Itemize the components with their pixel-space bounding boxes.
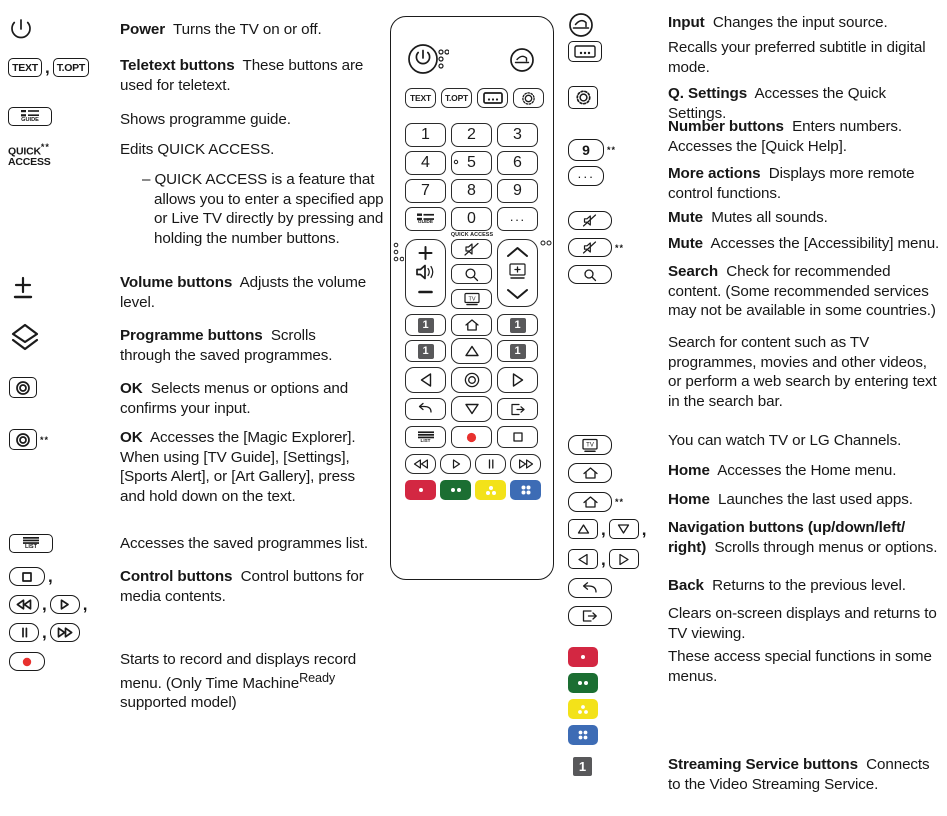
remote-fastforward-button[interactable]: [510, 454, 541, 474]
icon-separator-comma: ,: [601, 520, 606, 539]
red-dot-icon: [581, 655, 585, 659]
legend-text-search: Search Check for recommended content. (Some recommended services may not be available in some countries.): [668, 263, 936, 320]
remote-number-7-label: 7: [421, 182, 430, 199]
legend-text-number-buttons: Number buttons Enters numbers.: [668, 118, 903, 135]
remote-pause-button[interactable]: [475, 454, 506, 474]
legend-icon-group-mute-accessibility: [568, 238, 624, 257]
remote-quick-access-label: QUICK ACCESS: [450, 232, 494, 238]
remote-yellow-button[interactable]: [475, 480, 506, 500]
icon-separator-comma: ,: [42, 595, 47, 614]
ok-key: [9, 377, 37, 398]
legend-icon-group-subtitle: [568, 41, 602, 62]
legend-text-teletext: Teletext buttons These buttons are used for teletext.: [120, 57, 364, 94]
remote-streaming-4-label: 1: [510, 344, 526, 359]
remote-number-2[interactable]: [451, 123, 492, 147]
remote-red-button[interactable]: [405, 480, 436, 500]
remote-exit-button[interactable]: [497, 398, 538, 420]
legend-icon-group-guide: [8, 107, 52, 126]
remote-right-dots-icon: [539, 239, 553, 247]
remote-input-button[interactable]: [509, 47, 535, 73]
legend-icon-group-record: [9, 652, 45, 671]
legend-icon-group-ok: [9, 377, 37, 398]
remote-guide-label: GUIDE: [417, 219, 434, 225]
legend-icon-group-mute: [568, 211, 612, 230]
play-key: [50, 595, 80, 614]
home-key-last-apps: [568, 492, 612, 512]
legend-icon-group-more-actions: [568, 166, 604, 186]
t-opt-key: [53, 58, 89, 77]
right-key: [609, 549, 639, 569]
svg-text:TV: TV: [467, 296, 476, 303]
footnote-stars: **: [40, 142, 50, 152]
legend-icon-group-list: [9, 534, 53, 553]
legend-text-list: Accesses the saved programmes list.: [120, 535, 369, 552]
number-9-key: [568, 139, 604, 161]
fastforward-key: [50, 623, 80, 642]
list-key-label: LIST: [24, 544, 38, 551]
legend-text-q-settings: Q. Settings Accesses the Quick Settings.: [668, 85, 887, 122]
down-key: [609, 519, 639, 539]
footnote-stars: **: [40, 434, 50, 445]
remote-number-5-label: 5: [467, 154, 476, 171]
legend-icon-group-streaming: [573, 757, 592, 776]
home-key: [568, 463, 612, 483]
remote-streaming-2-label: 1: [510, 318, 526, 333]
green-key: [568, 673, 598, 693]
icon-separator-comma: ,: [641, 520, 647, 539]
remote-mute-button[interactable]: [451, 239, 492, 259]
footnote-stars: **: [615, 497, 625, 507]
power-icon: [8, 16, 34, 44]
quick-access-line1: QUICK: [8, 145, 41, 158]
remote-channel-list-icon: [506, 262, 529, 282]
remote-rewind-button[interactable]: [405, 454, 436, 474]
programme-icon: [10, 323, 40, 353]
volume-icon: [10, 275, 38, 305]
remote-back-button[interactable]: [405, 398, 446, 420]
legend-icon-group-navigation-horizontal: [568, 549, 639, 569]
remote-record-button[interactable]: [451, 426, 492, 448]
green-dot-icon: [451, 488, 455, 492]
quick-access-line2: ACCESS: [8, 156, 51, 169]
legend-text-home: Home Accesses the Home menu.: [668, 462, 897, 479]
remote-blue-button[interactable]: [510, 480, 541, 500]
remote-volume-up-icon[interactable]: [415, 244, 436, 262]
remote-number-1-label: 1: [421, 126, 430, 143]
remote-text-button[interactable]: [405, 88, 436, 108]
search-key: [568, 265, 612, 284]
remote-number-4-label: 4: [421, 154, 430, 171]
legend-text-colour: These access special functions in some menus.: [668, 648, 932, 685]
remote-ok-button[interactable]: [451, 367, 492, 393]
icon-separator-comma: ,: [601, 550, 606, 569]
remote-power-button[interactable]: [407, 41, 449, 77]
remote-guide-button[interactable]: [405, 207, 446, 231]
legend-text-quick-access-note: – QUICK ACCESS is a feature that allows you to enter a specified app or Live TV directly by pressing and holding the number buttons.: [142, 171, 384, 247]
legend-text-power: Power Turns the TV on or off.: [120, 21, 322, 38]
guide-key: [8, 107, 52, 126]
legend-text-search-note: Search for content such as TV programmes, movies and other videos, or perform a web search by entering text in the search bar.: [668, 334, 937, 410]
legend-text-home-last-apps: Home Launches the last used apps.: [668, 491, 913, 508]
legend-text-streaming: Streaming Service buttons Connects to the Video Streaming Service.: [668, 756, 930, 793]
remote-number-4[interactable]: [405, 151, 446, 175]
remote-channel-up-icon[interactable]: [505, 245, 530, 261]
red-key: [568, 647, 598, 667]
green-dot-icon: [578, 681, 582, 685]
legend-icon-group-power: [8, 16, 34, 44]
green-dot-icon: [584, 681, 588, 685]
guide-key-label: GUIDE: [21, 117, 39, 124]
remote-home-button[interactable]: [451, 314, 492, 336]
left-key: [568, 549, 598, 569]
remote-more-actions-label: ···: [509, 211, 526, 227]
remote-number-9[interactable]: [497, 179, 538, 203]
legend-text-ok-magic: OK Accesses the [Magic Explorer]. When using [TV Guide], [Settings], [Sports Alert], or [Art Gallery], press and hold down on the text.: [120, 429, 356, 505]
remote-number-9-label: 9: [513, 182, 522, 199]
legend-text-input: Input Changes the input source.: [668, 14, 888, 31]
remote-number-8[interactable]: [451, 179, 492, 203]
legend-icon-group-green: [568, 673, 598, 693]
legend-icon-group-quick-access: [8, 143, 51, 168]
legend-icon-group-blue: [568, 725, 598, 745]
remote-channel-down-icon[interactable]: [505, 285, 530, 301]
text-key-label: TEXT: [12, 61, 38, 74]
streaming-number-key: [573, 757, 592, 776]
legend-text-programme: Programme buttons Scrolls through the saved programmes.: [120, 327, 333, 364]
stop-key: [9, 567, 45, 586]
remote-braille-dot-icon: [453, 159, 459, 165]
remote-topt-label: T.OPT: [444, 93, 469, 103]
record-key: [9, 652, 45, 671]
red-dot-icon: [419, 488, 423, 492]
legend-text-record: Starts to record and displays record menu. (Only Time Machine$^{Ready}$ supported model): [120, 651, 357, 712]
blue-key: [568, 725, 598, 745]
green-dot-icon: [457, 488, 461, 492]
yellow-key: [568, 699, 598, 719]
remote-settings-button[interactable]: [513, 88, 544, 108]
ok-key-magic: [9, 429, 37, 450]
legend-text-mute: Mute Mutes all sounds.: [668, 209, 828, 226]
remote-more-actions-button[interactable]: [497, 207, 538, 231]
tv-key-label: TV: [586, 442, 594, 449]
legend-text-mute-accessibility: Mute Accesses the [Accessibility] menu.: [668, 235, 940, 252]
legend-text-navigation: Navigation buttons (up/down/left/ right) Scrolls through menus or options.: [668, 519, 938, 556]
back-key: [568, 578, 612, 598]
remote-streaming-button-2[interactable]: [497, 314, 538, 336]
remote-nav-right-button[interactable]: [497, 367, 538, 393]
subtitle-key: [568, 41, 602, 62]
input-icon: [568, 12, 594, 38]
remote-list-label: LIST: [420, 437, 431, 443]
footnote-stars: **: [615, 242, 625, 253]
legend-icon-group-home-last-apps: [568, 492, 624, 512]
legend-icon-group-programme: [10, 323, 40, 353]
remote-play-button[interactable]: [440, 454, 471, 474]
icon-separator-comma: ,: [48, 567, 53, 586]
legend-icon-group-yellow: [568, 699, 598, 719]
legend-icon-group-exit: [568, 606, 612, 626]
remote-left-dots-icon: [392, 241, 404, 265]
mute-key: [568, 211, 612, 230]
remote-streaming-button-3[interactable]: [405, 340, 446, 362]
legend-icon-group-search: [568, 265, 612, 284]
remote-streaming-button-4[interactable]: [497, 340, 538, 362]
remote-tv-button[interactable]: [451, 289, 492, 309]
legend-icon-group-red: [568, 647, 598, 667]
legend-icon-group-q-settings: [568, 86, 598, 109]
legend-text-exit: Clears on-screen displays and returns to TV viewing.: [668, 605, 937, 642]
remote-text-label: TEXT: [410, 93, 431, 103]
legend-text-guide: Shows programme guide.: [120, 111, 291, 128]
legend-text-tv: You can watch TV or LG Channels.: [668, 432, 902, 449]
remote-streaming-button-1[interactable]: [405, 314, 446, 336]
quick-access-label: [8, 143, 51, 168]
remote-nav-left-button[interactable]: [405, 367, 446, 393]
remote-subtitle-button[interactable]: [477, 88, 508, 108]
remote-search-button[interactable]: [451, 264, 492, 284]
remote-number-6[interactable]: [497, 151, 538, 175]
remote-streaming-1-label: 1: [418, 318, 434, 333]
streaming-number-label: 1: [578, 759, 587, 774]
legend-text-more-actions: More actions Displays more remote control functions.: [668, 165, 915, 202]
legend-icon-group-home: [568, 463, 612, 483]
remote-number-6-label: 6: [513, 154, 522, 171]
remote-nav-up-button[interactable]: [451, 338, 492, 364]
icon-separator-comma: ,: [42, 623, 47, 642]
up-key: [568, 519, 598, 539]
remote-control-body: [390, 16, 554, 580]
remote-number-3[interactable]: [497, 123, 538, 147]
remote-number-3-label: 3: [513, 126, 522, 143]
legend-icon-group-teletext: [8, 58, 89, 77]
more-actions-label: ···: [577, 168, 595, 184]
list-key: [9, 534, 53, 553]
legend-icon-group-input: [568, 12, 594, 38]
remote-number-8-label: 8: [467, 182, 476, 199]
legend-icon-group-control-rew-play: [9, 595, 87, 614]
mute-key-accessibility: [568, 238, 612, 257]
remote-volume-speaker-icon: [414, 262, 436, 282]
remote-green-button[interactable]: [440, 480, 471, 500]
exit-key: [568, 606, 612, 626]
legend-text-volume: Volume buttons Adjusts the volume level.: [120, 274, 367, 311]
remote-stop-button[interactable]: [497, 426, 538, 448]
remote-number-7[interactable]: [405, 179, 446, 203]
legend-icon-group-back: [568, 578, 612, 598]
pause-key: [9, 623, 39, 642]
legend-icon-group-volume: [10, 275, 38, 305]
more-actions-key: [568, 166, 604, 186]
legend-text-back: Back Returns to the previous level.: [668, 577, 906, 594]
remote-number-0-label: 0: [467, 210, 476, 227]
remote-number-2-label: 2: [467, 126, 476, 143]
remote-number-0[interactable]: [451, 207, 492, 231]
remote-topt-button[interactable]: [441, 88, 472, 108]
remote-number-1[interactable]: [405, 123, 446, 147]
legend-icon-group-ok-magic: [9, 429, 49, 450]
tv-key: [568, 435, 612, 455]
legend-text-ok: OK Selects menus or options and confirms your input.: [120, 380, 349, 417]
remote-volume-down-icon[interactable]: [415, 288, 436, 296]
settings-key: [568, 86, 598, 109]
legend-text-control: Control buttons Control buttons for media contents.: [120, 568, 364, 605]
rewind-key: [9, 595, 39, 614]
legend-text-quick-help: Accesses the [Quick Help].: [668, 138, 847, 155]
remote-list-button[interactable]: [405, 426, 446, 448]
legend-text-subtitle: Recalls your preferred subtitle in digital mode.: [668, 39, 926, 76]
text-key: [8, 58, 42, 77]
legend-text-quick-access: Edits QUICK ACCESS.: [120, 141, 275, 158]
footnote-stars: **: [607, 145, 617, 155]
legend-icon-group-navigation-vertical: [568, 519, 646, 539]
remote-streaming-3-label: 1: [418, 344, 434, 359]
legend-icon-group-tv: [568, 435, 612, 455]
t-opt-key-label: T.OPT: [56, 61, 85, 74]
remote-nav-down-button[interactable]: [451, 396, 492, 422]
icon-separator-comma: ,: [82, 595, 88, 614]
number-9-label: 9: [582, 142, 590, 158]
legend-icon-group-quick-help: [568, 139, 616, 161]
legend-icon-group-control-pause-ff: [9, 623, 80, 642]
icon-separator-comma: ,: [45, 58, 50, 77]
legend-icon-group-control-stop: [9, 567, 53, 586]
